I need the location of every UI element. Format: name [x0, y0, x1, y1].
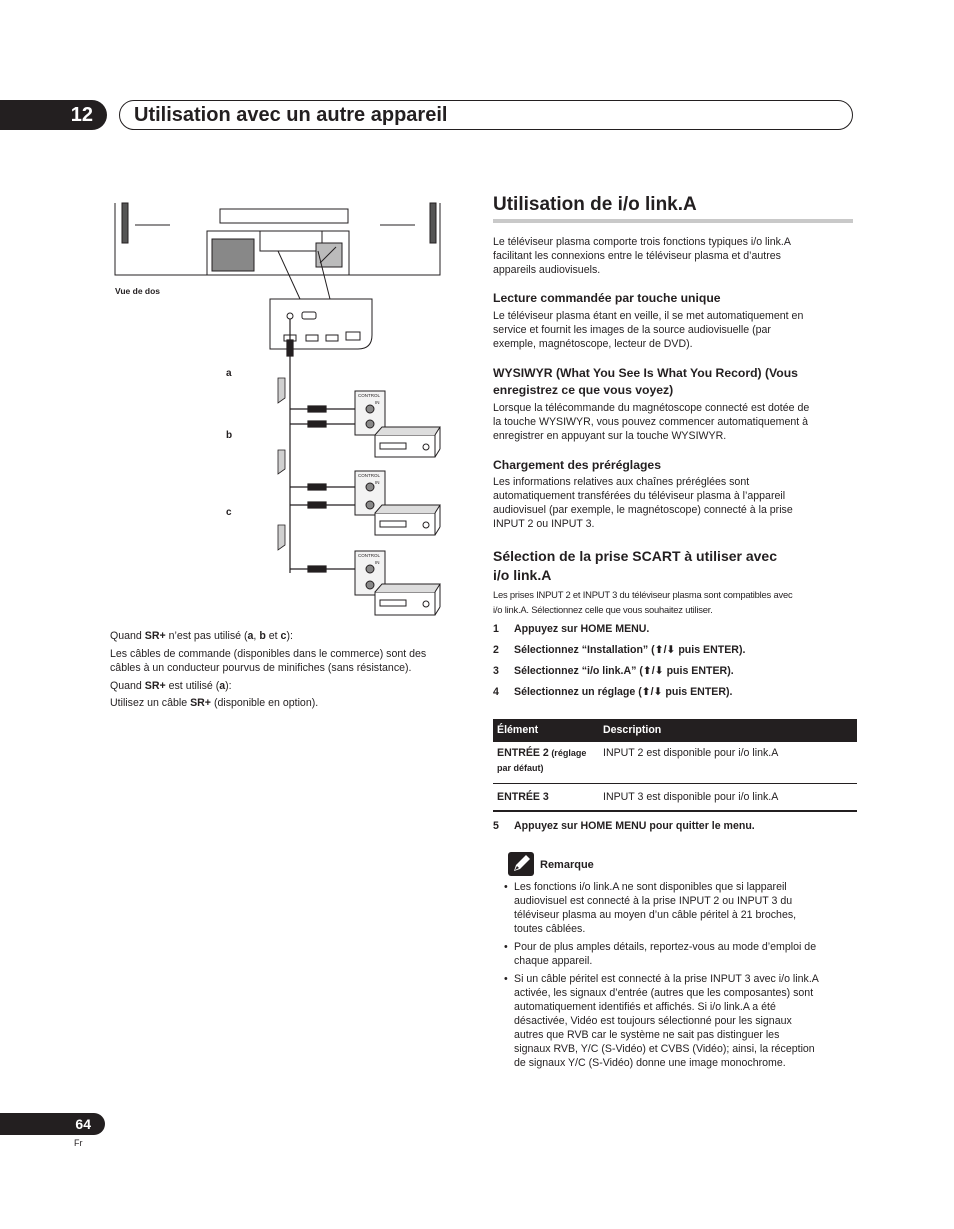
- step-4: 4 Sélectionnez un réglage (⬆/⬇ puis ENTER).: [493, 686, 733, 698]
- table-header-description: Description: [603, 724, 662, 736]
- up-down-arrows-icon: ⬆/⬇: [641, 686, 663, 698]
- subsection-title-4: Sélection de la prise SCART à utiliser avec i/o link.A: [493, 548, 777, 583]
- chapter-title: Utilisation avec un autre appareil: [134, 104, 448, 126]
- step-1: 1 Appuyez sur HOME MENU.: [493, 623, 650, 635]
- page-number: 64: [75, 1116, 91, 1132]
- av-device-2: [355, 471, 440, 535]
- av-device-3: [355, 551, 440, 615]
- diagram-label-a: a: [226, 368, 232, 379]
- control-label-1: CONTROL: [358, 393, 381, 398]
- in-label-3: IN: [375, 560, 380, 565]
- rear-view-label: Vue de dos: [115, 286, 161, 296]
- left-para-1: Quand SR+ n’est pas utilisé (a, b et c):: [110, 630, 293, 642]
- up-down-arrows-icon: ⬆/⬇: [654, 644, 676, 656]
- subsection-text-3: Les informations relatives aux chaînes préréglées sont automatiquement transférées du téléviseur plasma à l’appareil audiovisuel (par exemple, le magnétoscope) connecté à la prise INPUT 2 ou INPUT 3.: [493, 476, 793, 530]
- note-title: Remarque: [540, 859, 594, 871]
- subsection-title-1: Lecture commandée par touche unique: [493, 291, 721, 305]
- diagram-label-b: b: [226, 430, 233, 441]
- control-label-3: CONTROL: [358, 553, 381, 558]
- av-device-1: [355, 391, 440, 457]
- table-row: [493, 784, 857, 812]
- settings-table: [493, 719, 857, 812]
- diagram-label-c: c: [226, 507, 232, 518]
- in-label-1: IN: [375, 400, 380, 405]
- up-down-arrows-icon: ⬆/⬇: [642, 665, 664, 677]
- chapter-number-tab: [0, 100, 107, 130]
- table-cell-description: INPUT 2 est disponible pour i/o link.A: [603, 747, 779, 759]
- intro-paragraph: Le téléviseur plasma comporte trois fonctions typiques i/o link.A facilitant les connexions entre le téléviseur plasma et d’autres appareils audiovisuels.: [493, 236, 791, 276]
- step-3: 3 Sélectionnez “i/o link.A” (⬆/⬇ puis ENTER).: [493, 665, 734, 677]
- table-cell-element: ENTRÉE 3: [497, 791, 549, 803]
- control-cables: [287, 319, 355, 573]
- language-code: Fr: [74, 1138, 83, 1148]
- table-cell-element: ENTRÉE 2 (réglage par défaut): [497, 747, 587, 773]
- left-para-3: Quand SR+ est utilisé (a):: [110, 680, 232, 692]
- step-arrows: [278, 378, 285, 550]
- pencil-note-icon: [508, 852, 534, 876]
- step-2: 2 Sélectionnez “Installation” (⬆/⬇ puis ENTER).: [493, 644, 746, 656]
- note-bullet-3: • Si un câble péritel est connecté à la prise INPUT 3 avec i/o link.A activée, les signaux d’entrée (autres que les composantes) sont automatiquement identifiés et affichés. Si i/o link.A a été désactivée, Vidéo est toujours sélectionné pour les signaux autres que RVB car le système ne sait pas distinguer les signaux RVB, Y/C (S-Vidéo) et CVBS (Vidéo); ainsi, la réception de signaux Y/C (S-Vidéo) donne une image monochrome.: [504, 973, 819, 1069]
- subsection-title-2: WYSIWYR (What You See Is What You Record) (Vous enregistrez ce que vous voyez): [493, 366, 798, 397]
- note-bullet-2: • Pour de plus amples détails, reportez-vous au mode d’emploi de chaque appareil.: [504, 941, 817, 967]
- table-header-element: Élément: [497, 724, 539, 736]
- in-label-2: IN: [375, 480, 380, 485]
- subsection-text-1: Le téléviseur plasma étant en veille, il se met automatiquement en service et fournit les images de la source audiovisuelle (par exemple, magnétoscope, lecteur de DVD).: [493, 310, 804, 350]
- page-number-tab: [0, 1113, 105, 1135]
- chapter-title-box: [119, 100, 853, 130]
- subsection-title-3: Chargement des préréglages: [493, 458, 661, 472]
- section-title-rule: [493, 219, 853, 223]
- note-bullet-1: • Les fonctions i/o link.A ne sont disponibles que si lappareil audiovisuel est connecté à la prise INPUT 2 ou INPUT 3 du téléviseur plasma au moyen d’un câble péritel à 21 broches, toutes câblées.: [504, 881, 797, 935]
- table-row: [493, 742, 857, 784]
- section-title: Utilisation de i/o link.A: [493, 194, 697, 215]
- connection-diagram: [110, 195, 450, 620]
- table-cell-description: INPUT 3 est disponible pour i/o link.A: [603, 791, 779, 803]
- chapter-number: 12: [70, 104, 93, 126]
- step-5: 5 Appuyez sur HOME MENU pour quitter le menu.: [493, 820, 755, 832]
- left-para-4: Utilisez un câble SR+ (disponible en option).: [110, 697, 319, 709]
- subsection-text-4: Les prises INPUT 2 et INPUT 3 du téléviseur plasma sont compatibles avec i/o link.A. Sélectionnez celle que vous souhaitez utiliser.: [493, 589, 793, 615]
- left-para-2: Les câbles de commande (disponibles dans le commerce) sont des câbles à un conducteur pourvus de minifiches (sans résistance).: [110, 648, 427, 674]
- table-header: [493, 719, 857, 742]
- subsection-text-2: Lorsque la télécommande du magnétoscope connecté est dotée de la touche WYSIWYR, vous pouvez commencer automatiquement à enregistrer en appuyant sur la touche WYSIWYR.: [493, 402, 810, 442]
- zoom-panel: [270, 299, 372, 349]
- control-label-2: CONTROL: [358, 473, 381, 478]
- tv-rear-panel: [115, 203, 440, 275]
